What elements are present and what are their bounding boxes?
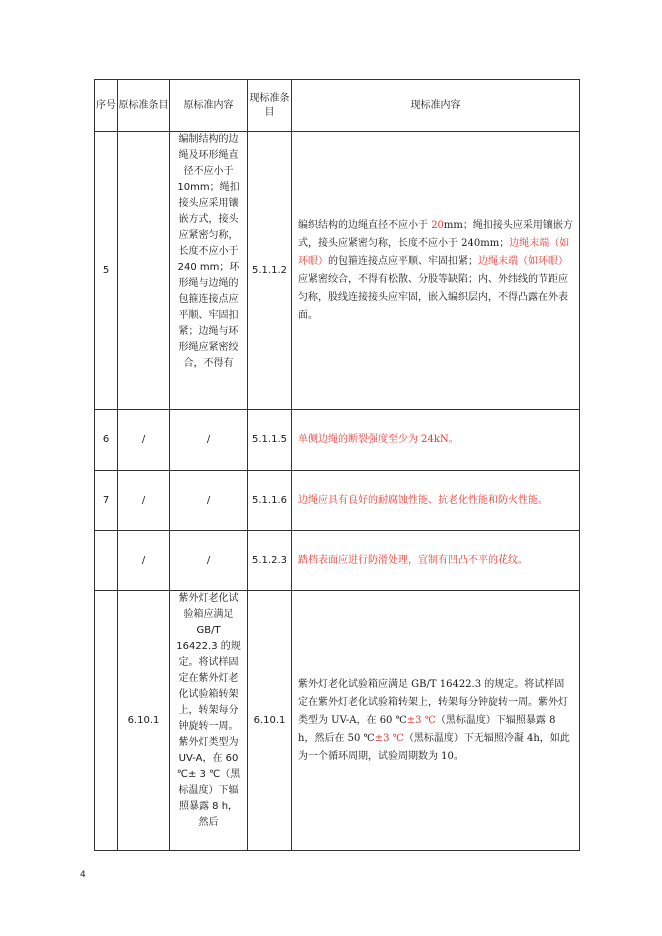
text-span: （黑标温度）下辐照暴露 8 h，然后在 50 ℃: [298, 714, 556, 744]
row-seq: 5: [95, 132, 118, 410]
table-row: [95, 591, 580, 851]
row-new-content: [292, 531, 580, 591]
header-new-clause: 现标准条目: [248, 80, 292, 132]
row-new-clause: 5.1.1.2: [248, 132, 292, 410]
row-new-content: [292, 410, 580, 471]
changed-text: 20: [431, 219, 444, 231]
text-span: mm；绳扣接头应采用镶嵌方式，接头应紧密匀称，长度不应小于 240mm；: [298, 219, 573, 249]
row-seq: [95, 531, 118, 591]
text-span: 编织结构的边绳直径不应小于: [298, 219, 432, 231]
text-span: 应紧密绞合，不得有松散、分股等缺陷；内、外纬线的节距应匀称，股线连接接头应牢固，嵌入编织层内，不得凸露在外表面。: [298, 273, 568, 321]
row-old-clause: [118, 132, 170, 410]
row-old-content: [170, 132, 248, 410]
header-old-content: 原标准内容: [170, 80, 248, 132]
row-new-clause: 5.1.1.6: [248, 471, 292, 531]
row-new-content: [292, 132, 580, 410]
row-old-content: /: [170, 410, 248, 471]
table-row: [95, 132, 580, 410]
table-row: [95, 471, 580, 531]
changed-text: 单侧边绳的断裂强度至少为 24kN。: [298, 434, 459, 445]
row-seq: [95, 591, 118, 851]
new-content-text: [292, 676, 579, 766]
row-old-content: /: [170, 471, 248, 531]
row-old-clause: 6.10.1: [118, 591, 170, 851]
row-seq: 7: [95, 471, 118, 531]
changed-text: 边绳末端（如环眼）: [478, 255, 568, 267]
comparison-table: [94, 79, 580, 851]
changed-text: ±3 ℃: [406, 714, 436, 726]
row-new-clause: 6.10.1: [248, 591, 292, 851]
row-new-clause: 5.1.2.3: [248, 531, 292, 591]
text-span: 紫外灯老化试验箱应满足 GB/T 16422.3 的规定。将试样固定在紫外灯老化试验箱转架上，转架每分钟旋转一周。紫外灯类型为 UV-A，在 60 ℃: [298, 678, 568, 726]
changed-text: 边绳末端（如环眼）: [298, 237, 570, 267]
header-new-content: 现标准内容: [292, 80, 580, 132]
old-content-text: 编制结构的边绳及环形绳直径不应小于 10mm；绳扣接头应采用镶嵌方式，接头应紧密匀称，长度不应小于 240 mm；环形绳与边绳的包箍连接点应平顺、牢固扣紧；边绳与环形绳应紧密绞合，不得有: [177, 134, 240, 369]
row-seq: 6: [95, 410, 118, 471]
page-number: 4: [80, 870, 86, 880]
changed-text: 边绳应具有良好的耐腐蚀性能、抗老化性能和防火性能。: [298, 494, 548, 506]
row-new-content: [292, 471, 580, 531]
header-seq: 序号: [95, 80, 118, 132]
header-old-clause: 原标准条目: [118, 80, 170, 132]
row-old-clause: /: [118, 531, 170, 591]
changed-text: ±3 ℃: [374, 732, 404, 744]
row-new-content: [292, 591, 580, 851]
changed-text: 踏档表面应进行防滑处理，宜制有凹凸不平的花纹。: [298, 554, 528, 566]
row-old-content: /: [170, 531, 248, 591]
row-new-clause: 5.1.1.5: [248, 410, 292, 471]
row-old-clause: /: [118, 410, 170, 471]
table-row: [95, 410, 580, 471]
header-row: [95, 80, 580, 132]
new-content-text: [292, 217, 579, 325]
row-old-clause: /: [118, 471, 170, 531]
text-span: 的包箍连接点应平顺、牢固扣紧；: [328, 255, 478, 267]
row-old-content: [170, 591, 248, 851]
old-content-text: 紫外灯老化试验箱应满足 GB/T 16422.3 的规定。将试样固定在紫外灯老化试验箱转架上，转架每分钟旋转一周。紫外灯类型为UV-A，在 60 ℃± 3 ℃（黑标温度）下辐照暴露 8 h，然后: [176, 593, 241, 828]
text-span: （黑标温度）下无辐照冷凝 4h，如此为一个循环周期，试验周期数为 10。: [298, 732, 570, 762]
table-row: [95, 531, 580, 591]
